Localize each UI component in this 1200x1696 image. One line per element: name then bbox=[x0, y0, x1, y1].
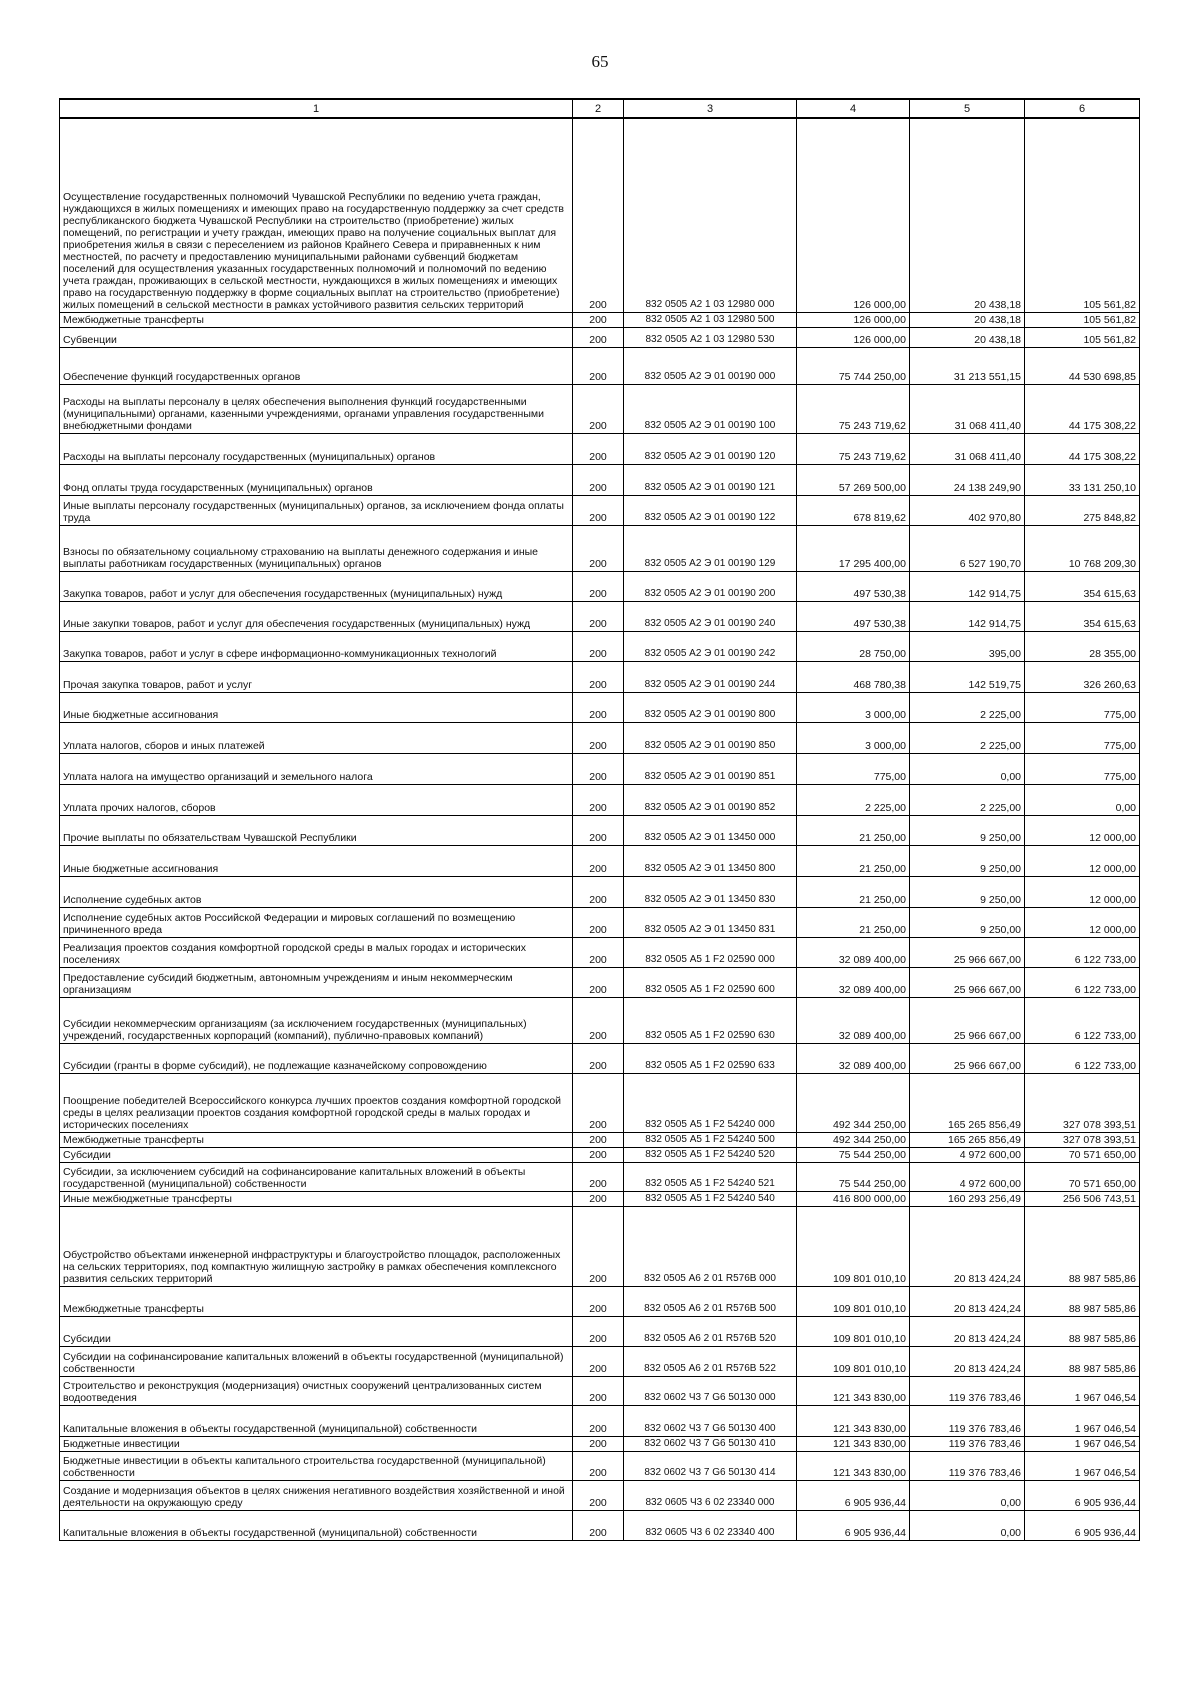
row-value-column-4: 17 295 400,00 bbox=[797, 525, 910, 571]
row-name: Капитальные вложения в объекты государственной (муниципальной) собственности bbox=[60, 1405, 573, 1436]
row-classification-code: 832 0505 А6 2 01 R576B 522 bbox=[624, 1346, 797, 1376]
row-value-column-6: 6 905 936,44 bbox=[1025, 1480, 1140, 1510]
row-value-column-5: 165 265 856,49 bbox=[910, 1073, 1025, 1132]
row-value-column-5: 31 068 411,40 bbox=[910, 384, 1025, 433]
row-column-2: 200 bbox=[573, 1147, 624, 1162]
row-value-column-4: 75 544 250,00 bbox=[797, 1147, 910, 1162]
row-column-2: 200 bbox=[573, 997, 624, 1043]
row-classification-code: 832 0505 А2 Э 01 00190 122 bbox=[624, 495, 797, 525]
table-row bbox=[60, 1132, 1140, 1147]
row-classification-code: 832 0505 А2 Э 01 00190 129 bbox=[624, 525, 797, 571]
row-value-column-5: 20 438,18 bbox=[910, 327, 1025, 347]
row-classification-code: 832 0505 А2 Э 01 13450 800 bbox=[624, 845, 797, 876]
row-classification-code: 832 0505 А2 Э 01 00190 120 bbox=[624, 433, 797, 464]
row-value-column-5: 402 970,80 bbox=[910, 495, 1025, 525]
row-name: Субвенции bbox=[60, 327, 573, 347]
row-classification-code: 832 0602 Ч3 7 G6 50130 400 bbox=[624, 1405, 797, 1436]
row-column-2: 200 bbox=[573, 1316, 624, 1346]
row-column-2: 200 bbox=[573, 692, 624, 722]
column-header-2: 2 bbox=[573, 99, 624, 118]
table-row bbox=[60, 815, 1140, 845]
row-value-column-6: 6 905 936,44 bbox=[1025, 1510, 1140, 1540]
row-name: Расходы на выплаты персоналу в целях обеспечения выполнения функций государственными (муниципальными) органами, казенными учреждениями, органами управления государственными внебюджетными фондами bbox=[60, 384, 573, 433]
row-value-column-6: 327 078 393,51 bbox=[1025, 1132, 1140, 1147]
table-row bbox=[60, 997, 1140, 1043]
table-row bbox=[60, 1510, 1140, 1540]
table-row bbox=[60, 433, 1140, 464]
row-value-column-4: 109 801 010,10 bbox=[797, 1346, 910, 1376]
row-value-column-6: 44 175 308,22 bbox=[1025, 384, 1140, 433]
row-value-column-5: 0,00 bbox=[910, 1480, 1025, 1510]
row-value-column-4: 468 780,38 bbox=[797, 661, 910, 692]
table-row bbox=[60, 1376, 1140, 1405]
row-column-2: 200 bbox=[573, 1451, 624, 1480]
row-value-column-5: 6 527 190,70 bbox=[910, 525, 1025, 571]
row-value-column-4: 416 800 000,00 bbox=[797, 1191, 910, 1206]
table-row bbox=[60, 784, 1140, 815]
row-name: Уплата налогов, сборов и иных платежей bbox=[60, 722, 573, 753]
row-classification-code: 832 0505 А2 1 03 12980 500 bbox=[624, 312, 797, 327]
row-column-2: 200 bbox=[573, 495, 624, 525]
row-name: Расходы на выплаты персоналу государственных (муниципальных) органов bbox=[60, 433, 573, 464]
row-classification-code: 832 0505 А5 1 F2 54240 540 bbox=[624, 1191, 797, 1206]
table-row bbox=[60, 327, 1140, 347]
row-classification-code: 832 0505 А2 1 03 12980 530 bbox=[624, 327, 797, 347]
row-column-2: 200 bbox=[573, 433, 624, 464]
row-classification-code: 832 0505 А6 2 01 R576B 520 bbox=[624, 1316, 797, 1346]
column-header-1: 1 bbox=[60, 99, 573, 118]
column-header-6: 6 bbox=[1025, 99, 1140, 118]
row-classification-code: 832 0505 А2 Э 01 00190 000 bbox=[624, 347, 797, 384]
row-value-column-4: 121 343 830,00 bbox=[797, 1451, 910, 1480]
row-classification-code: 832 0505 А5 1 F2 54240 500 bbox=[624, 1132, 797, 1147]
row-classification-code: 832 0505 А5 1 F2 02590 630 bbox=[624, 997, 797, 1043]
row-value-column-5: 20 813 424,24 bbox=[910, 1346, 1025, 1376]
row-name: Межбюджетные трансферты bbox=[60, 1132, 573, 1147]
row-value-column-4: 32 089 400,00 bbox=[797, 967, 910, 997]
row-classification-code: 832 0505 А6 2 01 R576B 000 bbox=[624, 1206, 797, 1286]
column-header-4: 4 bbox=[797, 99, 910, 118]
row-name: Взносы по обязательному социальному страхованию на выплаты денежного содержания и иные выплаты работникам государственных (муниципальных) органов bbox=[60, 525, 573, 571]
row-value-column-5: 20 813 424,24 bbox=[910, 1316, 1025, 1346]
row-value-column-6: 6 122 733,00 bbox=[1025, 967, 1140, 997]
row-name: Поощрение победителей Всероссийского конкурса лучших проектов создания комфортной городской среды в целях реализации проектов создания комфортной городской среды в малых городах и исторических поселениях bbox=[60, 1073, 573, 1132]
table-row bbox=[60, 1316, 1140, 1346]
row-classification-code: 832 0505 А6 2 01 R576B 500 bbox=[624, 1286, 797, 1316]
row-value-column-4: 3 000,00 bbox=[797, 722, 910, 753]
row-classification-code: 832 0602 Ч3 7 G6 50130 414 bbox=[624, 1451, 797, 1480]
row-value-column-6: 775,00 bbox=[1025, 722, 1140, 753]
row-value-column-4: 57 269 500,00 bbox=[797, 464, 910, 495]
row-value-column-5: 25 966 667,00 bbox=[910, 997, 1025, 1043]
row-value-column-4: 678 819,62 bbox=[797, 495, 910, 525]
row-name: Иные межбюджетные трансферты bbox=[60, 1191, 573, 1206]
row-column-2: 200 bbox=[573, 1043, 624, 1073]
row-classification-code: 832 0505 А5 1 F2 02590 600 bbox=[624, 967, 797, 997]
row-column-2: 200 bbox=[573, 876, 624, 907]
column-header-3: 3 bbox=[624, 99, 797, 118]
row-value-column-6: 28 355,00 bbox=[1025, 631, 1140, 661]
row-name: Субсидии bbox=[60, 1316, 573, 1346]
row-name: Субсидии некоммерческим организациям (за исключением государственных (муниципальных) учреждений, государственных корпораций (компаний), публично-правовых компаний) bbox=[60, 997, 573, 1043]
row-value-column-4: 32 089 400,00 bbox=[797, 997, 910, 1043]
row-classification-code: 832 0505 А2 Э 01 13450 000 bbox=[624, 815, 797, 845]
row-column-2: 200 bbox=[573, 722, 624, 753]
row-value-column-4: 21 250,00 bbox=[797, 907, 910, 937]
row-classification-code: 832 0505 А2 Э 01 13450 831 bbox=[624, 907, 797, 937]
row-value-column-6: 6 122 733,00 bbox=[1025, 937, 1140, 967]
row-value-column-6: 70 571 650,00 bbox=[1025, 1162, 1140, 1191]
row-column-2: 200 bbox=[573, 1191, 624, 1206]
row-value-column-6: 354 615,63 bbox=[1025, 601, 1140, 631]
row-value-column-6: 12 000,00 bbox=[1025, 876, 1140, 907]
table-row bbox=[60, 845, 1140, 876]
row-column-2: 200 bbox=[573, 601, 624, 631]
row-classification-code: 832 0505 А2 Э 01 00190 240 bbox=[624, 601, 797, 631]
row-value-column-6: 775,00 bbox=[1025, 692, 1140, 722]
row-value-column-6: 1 967 046,54 bbox=[1025, 1451, 1140, 1480]
row-classification-code: 832 0505 А2 Э 01 13450 830 bbox=[624, 876, 797, 907]
row-column-2: 200 bbox=[573, 753, 624, 784]
table-row bbox=[60, 1451, 1140, 1480]
table-row bbox=[60, 571, 1140, 601]
table-row bbox=[60, 1191, 1140, 1206]
row-classification-code: 832 0505 А2 Э 01 00190 852 bbox=[624, 784, 797, 815]
table-row bbox=[60, 967, 1140, 997]
row-value-column-5: 31 068 411,40 bbox=[910, 433, 1025, 464]
row-value-column-4: 28 750,00 bbox=[797, 631, 910, 661]
row-value-column-5: 142 914,75 bbox=[910, 601, 1025, 631]
table-row bbox=[60, 118, 1140, 312]
row-name: Фонд оплаты труда государственных (муниципальных) органов bbox=[60, 464, 573, 495]
row-classification-code: 832 0505 А2 1 03 12980 000 bbox=[624, 118, 797, 312]
row-value-column-4: 6 905 936,44 bbox=[797, 1510, 910, 1540]
row-classification-code: 832 0505 А5 1 F2 02590 000 bbox=[624, 937, 797, 967]
row-value-column-6: 775,00 bbox=[1025, 753, 1140, 784]
row-column-2: 200 bbox=[573, 1162, 624, 1191]
budget-table bbox=[59, 98, 1140, 1541]
row-column-2: 200 bbox=[573, 907, 624, 937]
table-row bbox=[60, 1286, 1140, 1316]
row-name: Иные закупки товаров, работ и услуг для обеспечения государственных (муниципальных) нужд bbox=[60, 601, 573, 631]
row-name: Реализация проектов создания комфортной городской среды в малых городах и исторических поселениях bbox=[60, 937, 573, 967]
row-value-column-4: 492 344 250,00 bbox=[797, 1073, 910, 1132]
row-name: Осуществление государственных полномочий Чувашской Республики по ведению учета граждан, нуждающихся в жилых помещениях и имеющих право на государственную поддержку за счет средств республиканского бюджета Чувашской Республики на строительство (приобретение) жилых помещений, по регистрации и учету граждан, имеющих право на получение социальных выплат для приобретения жилья в связи с переселением из районов Крайнего Севера и приравненных к ним местностей, по расчету и предоставлению муниципальными районами субвенций бюджетам поселений для осуществления указанных государственных полномочий и полномочий по ведению учета граждан, проживающих в сельской местности, нуждающихся в жилых помещениях и имеющих право на государственную поддержку в форме социальных выплат на строительство (приобретение) жилых помещений в сельской местности в рамках устойчивого развития сельских территорий bbox=[60, 118, 573, 312]
row-value-column-6: 327 078 393,51 bbox=[1025, 1073, 1140, 1132]
row-value-column-5: 9 250,00 bbox=[910, 876, 1025, 907]
row-value-column-6: 354 615,63 bbox=[1025, 571, 1140, 601]
row-column-2: 200 bbox=[573, 1073, 624, 1132]
row-name: Создание и модернизация объектов в целях снижения негативного воздействия хозяйственной и иной деятельности на окружающую среду bbox=[60, 1480, 573, 1510]
row-value-column-5: 25 966 667,00 bbox=[910, 967, 1025, 997]
table-body bbox=[60, 118, 1140, 1540]
row-value-column-5: 160 293 256,49 bbox=[910, 1191, 1025, 1206]
row-column-2: 200 bbox=[573, 1132, 624, 1147]
row-value-column-5: 0,00 bbox=[910, 753, 1025, 784]
row-value-column-4: 109 801 010,10 bbox=[797, 1286, 910, 1316]
row-value-column-5: 31 213 551,15 bbox=[910, 347, 1025, 384]
row-value-column-5: 2 225,00 bbox=[910, 784, 1025, 815]
row-value-column-5: 119 376 783,46 bbox=[910, 1451, 1025, 1480]
row-value-column-5: 20 438,18 bbox=[910, 312, 1025, 327]
table-row bbox=[60, 601, 1140, 631]
row-column-2: 200 bbox=[573, 525, 624, 571]
table-row bbox=[60, 907, 1140, 937]
row-value-column-4: 497 530,38 bbox=[797, 601, 910, 631]
row-name: Межбюджетные трансферты bbox=[60, 312, 573, 327]
table-row bbox=[60, 1147, 1140, 1162]
row-value-column-4: 32 089 400,00 bbox=[797, 1043, 910, 1073]
table-row bbox=[60, 692, 1140, 722]
row-name: Строительство и реконструкция (модернизация) очистных сооружений централизованных систем водоотведения bbox=[60, 1376, 573, 1405]
row-value-column-5: 0,00 bbox=[910, 1510, 1025, 1540]
row-column-2: 200 bbox=[573, 118, 624, 312]
row-classification-code: 832 0505 А2 Э 01 00190 121 bbox=[624, 464, 797, 495]
row-value-column-5: 142 519,75 bbox=[910, 661, 1025, 692]
row-name: Субсидии (гранты в форме субсидий), не подлежащие казначейскому сопровождению bbox=[60, 1043, 573, 1073]
table-row bbox=[60, 384, 1140, 433]
row-column-2: 200 bbox=[573, 631, 624, 661]
row-value-column-6: 105 561,82 bbox=[1025, 327, 1140, 347]
row-classification-code: 832 0505 А2 Э 01 00190 200 bbox=[624, 571, 797, 601]
row-value-column-4: 121 343 830,00 bbox=[797, 1436, 910, 1451]
row-classification-code: 832 0505 А5 1 F2 54240 520 bbox=[624, 1147, 797, 1162]
row-name: Субсидии bbox=[60, 1147, 573, 1162]
row-value-column-6: 88 987 585,86 bbox=[1025, 1206, 1140, 1286]
row-value-column-6: 105 561,82 bbox=[1025, 118, 1140, 312]
row-classification-code: 832 0602 Ч3 7 G6 50130 410 bbox=[624, 1436, 797, 1451]
row-value-column-6: 326 260,63 bbox=[1025, 661, 1140, 692]
row-classification-code: 832 0505 А2 Э 01 00190 851 bbox=[624, 753, 797, 784]
row-column-2: 200 bbox=[573, 937, 624, 967]
row-value-column-4: 21 250,00 bbox=[797, 845, 910, 876]
row-name: Иные бюджетные ассигнования bbox=[60, 845, 573, 876]
row-column-2: 200 bbox=[573, 967, 624, 997]
table-row bbox=[60, 1162, 1140, 1191]
row-value-column-4: 121 343 830,00 bbox=[797, 1405, 910, 1436]
row-value-column-5: 20 813 424,24 bbox=[910, 1286, 1025, 1316]
table-row bbox=[60, 661, 1140, 692]
row-value-column-5: 2 225,00 bbox=[910, 692, 1025, 722]
row-column-2: 200 bbox=[573, 1405, 624, 1436]
row-classification-code: 832 0505 А2 Э 01 00190 242 bbox=[624, 631, 797, 661]
row-value-column-6: 12 000,00 bbox=[1025, 815, 1140, 845]
row-column-2: 200 bbox=[573, 815, 624, 845]
row-value-column-5: 2 225,00 bbox=[910, 722, 1025, 753]
row-value-column-5: 119 376 783,46 bbox=[910, 1405, 1025, 1436]
row-column-2: 200 bbox=[573, 464, 624, 495]
header-row bbox=[60, 99, 1140, 118]
row-value-column-5: 24 138 249,90 bbox=[910, 464, 1025, 495]
row-name: Иные выплаты персоналу государственных (муниципальных) органов, за исключением фонда оплаты труда bbox=[60, 495, 573, 525]
row-value-column-5: 25 966 667,00 bbox=[910, 937, 1025, 967]
row-name: Прочая закупка товаров, работ и услуг bbox=[60, 661, 573, 692]
row-value-column-5: 395,00 bbox=[910, 631, 1025, 661]
row-value-column-6: 10 768 209,30 bbox=[1025, 525, 1140, 571]
row-value-column-5: 9 250,00 bbox=[910, 815, 1025, 845]
table-row bbox=[60, 1073, 1140, 1132]
row-name: Закупка товаров, работ и услуг для обеспечения государственных (муниципальных) нужд bbox=[60, 571, 573, 601]
row-value-column-6: 12 000,00 bbox=[1025, 845, 1140, 876]
row-value-column-4: 21 250,00 bbox=[797, 815, 910, 845]
row-value-column-4: 3 000,00 bbox=[797, 692, 910, 722]
row-value-column-5: 4 972 600,00 bbox=[910, 1147, 1025, 1162]
row-classification-code: 832 0505 А2 Э 01 00190 850 bbox=[624, 722, 797, 753]
row-column-2: 200 bbox=[573, 384, 624, 433]
table-row bbox=[60, 1436, 1140, 1451]
table-row bbox=[60, 937, 1140, 967]
row-value-column-4: 75 544 250,00 bbox=[797, 1162, 910, 1191]
row-value-column-4: 121 343 830,00 bbox=[797, 1376, 910, 1405]
row-value-column-6: 275 848,82 bbox=[1025, 495, 1140, 525]
row-value-column-5: 20 813 424,24 bbox=[910, 1206, 1025, 1286]
row-classification-code: 832 0505 А5 1 F2 54240 521 bbox=[624, 1162, 797, 1191]
table-row bbox=[60, 1043, 1140, 1073]
row-name: Иные бюджетные ассигнования bbox=[60, 692, 573, 722]
row-value-column-6: 0,00 bbox=[1025, 784, 1140, 815]
row-value-column-6: 6 122 733,00 bbox=[1025, 1043, 1140, 1073]
row-column-2: 200 bbox=[573, 571, 624, 601]
table-row bbox=[60, 347, 1140, 384]
table-row bbox=[60, 312, 1140, 327]
row-value-column-4: 126 000,00 bbox=[797, 312, 910, 327]
row-value-column-4: 492 344 250,00 bbox=[797, 1132, 910, 1147]
row-value-column-4: 2 225,00 bbox=[797, 784, 910, 815]
row-value-column-5: 9 250,00 bbox=[910, 907, 1025, 937]
column-header-5: 5 bbox=[910, 99, 1025, 118]
row-value-column-5: 25 966 667,00 bbox=[910, 1043, 1025, 1073]
row-column-2: 200 bbox=[573, 1346, 624, 1376]
row-value-column-4: 126 000,00 bbox=[797, 327, 910, 347]
row-value-column-4: 6 905 936,44 bbox=[797, 1480, 910, 1510]
row-value-column-6: 1 967 046,54 bbox=[1025, 1405, 1140, 1436]
row-classification-code: 832 0602 Ч3 7 G6 50130 000 bbox=[624, 1376, 797, 1405]
row-value-column-5: 142 914,75 bbox=[910, 571, 1025, 601]
row-name: Капитальные вложения в объекты государственной (муниципальной) собственности bbox=[60, 1510, 573, 1540]
row-value-column-5: 20 438,18 bbox=[910, 118, 1025, 312]
row-column-2: 200 bbox=[573, 347, 624, 384]
row-value-column-4: 775,00 bbox=[797, 753, 910, 784]
table-row bbox=[60, 722, 1140, 753]
row-value-column-4: 75 744 250,00 bbox=[797, 347, 910, 384]
row-column-2: 200 bbox=[573, 327, 624, 347]
row-value-column-4: 32 089 400,00 bbox=[797, 937, 910, 967]
row-name: Обеспечение функций государственных органов bbox=[60, 347, 573, 384]
row-value-column-4: 75 243 719,62 bbox=[797, 384, 910, 433]
table-row bbox=[60, 1480, 1140, 1510]
row-value-column-6: 88 987 585,86 bbox=[1025, 1316, 1140, 1346]
table-row bbox=[60, 464, 1140, 495]
row-column-2: 200 bbox=[573, 784, 624, 815]
row-name: Субсидии, за исключением субсидий на софинансирование капитальных вложений в объекты государственной (муниципальной) собственности bbox=[60, 1162, 573, 1191]
row-classification-code: 832 0505 А5 1 F2 02590 633 bbox=[624, 1043, 797, 1073]
table-row bbox=[60, 1206, 1140, 1286]
row-column-2: 200 bbox=[573, 1436, 624, 1451]
row-value-column-6: 88 987 585,86 bbox=[1025, 1286, 1140, 1316]
row-column-2: 200 bbox=[573, 1376, 624, 1405]
row-classification-code: 832 0605 Ч3 6 02 23340 400 bbox=[624, 1510, 797, 1540]
row-classification-code: 832 0505 А5 1 F2 54240 000 bbox=[624, 1073, 797, 1132]
row-name: Закупка товаров, работ и услуг в сфере информационно-коммуникационных технологий bbox=[60, 631, 573, 661]
table-row bbox=[60, 525, 1140, 571]
row-value-column-5: 165 265 856,49 bbox=[910, 1132, 1025, 1147]
row-value-column-4: 21 250,00 bbox=[797, 876, 910, 907]
row-value-column-6: 44 530 698,85 bbox=[1025, 347, 1140, 384]
table-row bbox=[60, 631, 1140, 661]
row-name: Прочие выплаты по обязательствам Чувашской Республики bbox=[60, 815, 573, 845]
row-value-column-6: 44 175 308,22 bbox=[1025, 433, 1140, 464]
row-column-2: 200 bbox=[573, 1206, 624, 1286]
row-name: Уплата налога на имущество организаций и земельного налога bbox=[60, 753, 573, 784]
row-value-column-4: 497 530,38 bbox=[797, 571, 910, 601]
row-name: Уплата прочих налогов, сборов bbox=[60, 784, 573, 815]
row-column-2: 200 bbox=[573, 1480, 624, 1510]
row-column-2: 200 bbox=[573, 1286, 624, 1316]
row-name: Предоставление субсидий бюджетным, автономным учреждениям и иным некоммерческим организациям bbox=[60, 967, 573, 997]
row-value-column-4: 109 801 010,10 bbox=[797, 1206, 910, 1286]
row-name: Исполнение судебных актов Российской Федерации и мировых соглашений по возмещению причиненного вреда bbox=[60, 907, 573, 937]
row-classification-code: 832 0505 А2 Э 01 00190 244 bbox=[624, 661, 797, 692]
row-value-column-6: 1 967 046,54 bbox=[1025, 1436, 1140, 1451]
row-value-column-6: 12 000,00 bbox=[1025, 907, 1140, 937]
row-classification-code: 832 0505 А2 Э 01 00190 800 bbox=[624, 692, 797, 722]
row-value-column-5: 119 376 783,46 bbox=[910, 1436, 1025, 1451]
row-column-2: 200 bbox=[573, 1510, 624, 1540]
row-value-column-5: 119 376 783,46 bbox=[910, 1376, 1025, 1405]
row-column-2: 200 bbox=[573, 845, 624, 876]
row-value-column-6: 33 131 250,10 bbox=[1025, 464, 1140, 495]
page-number: 65 bbox=[591, 52, 609, 71]
row-value-column-4: 75 243 719,62 bbox=[797, 433, 910, 464]
table-row bbox=[60, 753, 1140, 784]
table-row bbox=[60, 1346, 1140, 1376]
row-name: Межбюджетные трансферты bbox=[60, 1286, 573, 1316]
table-row bbox=[60, 495, 1140, 525]
row-column-2: 200 bbox=[573, 661, 624, 692]
row-value-column-6: 88 987 585,86 bbox=[1025, 1346, 1140, 1376]
row-name: Бюджетные инвестиции bbox=[60, 1436, 573, 1451]
row-value-column-6: 105 561,82 bbox=[1025, 312, 1140, 327]
row-value-column-5: 4 972 600,00 bbox=[910, 1162, 1025, 1191]
row-classification-code: 832 0605 Ч3 6 02 23340 000 bbox=[624, 1480, 797, 1510]
row-value-column-6: 70 571 650,00 bbox=[1025, 1147, 1140, 1162]
row-classification-code: 832 0505 А2 Э 01 00190 100 bbox=[624, 384, 797, 433]
row-value-column-6: 6 122 733,00 bbox=[1025, 997, 1140, 1043]
row-value-column-5: 9 250,00 bbox=[910, 845, 1025, 876]
row-column-2: 200 bbox=[573, 312, 624, 327]
row-name: Субсидии на софинансирование капитальных вложений в объекты государственной (муниципальной) собственности bbox=[60, 1346, 573, 1376]
row-value-column-6: 256 506 743,51 bbox=[1025, 1191, 1140, 1206]
table-row bbox=[60, 1405, 1140, 1436]
table-row bbox=[60, 876, 1140, 907]
row-name: Обустройство объектами инженерной инфраструктуры и благоустройство площадок, расположенных на сельских территориях, под компактную жилищную застройку в рамках обеспечения комплексного развития сельских территорий bbox=[60, 1206, 573, 1286]
row-value-column-6: 1 967 046,54 bbox=[1025, 1376, 1140, 1405]
row-name: Исполнение судебных актов bbox=[60, 876, 573, 907]
row-value-column-4: 126 000,00 bbox=[797, 118, 910, 312]
row-value-column-4: 109 801 010,10 bbox=[797, 1316, 910, 1346]
row-name: Бюджетные инвестиции в объекты капитального строительства государственной (муниципальной) собственности bbox=[60, 1451, 573, 1480]
